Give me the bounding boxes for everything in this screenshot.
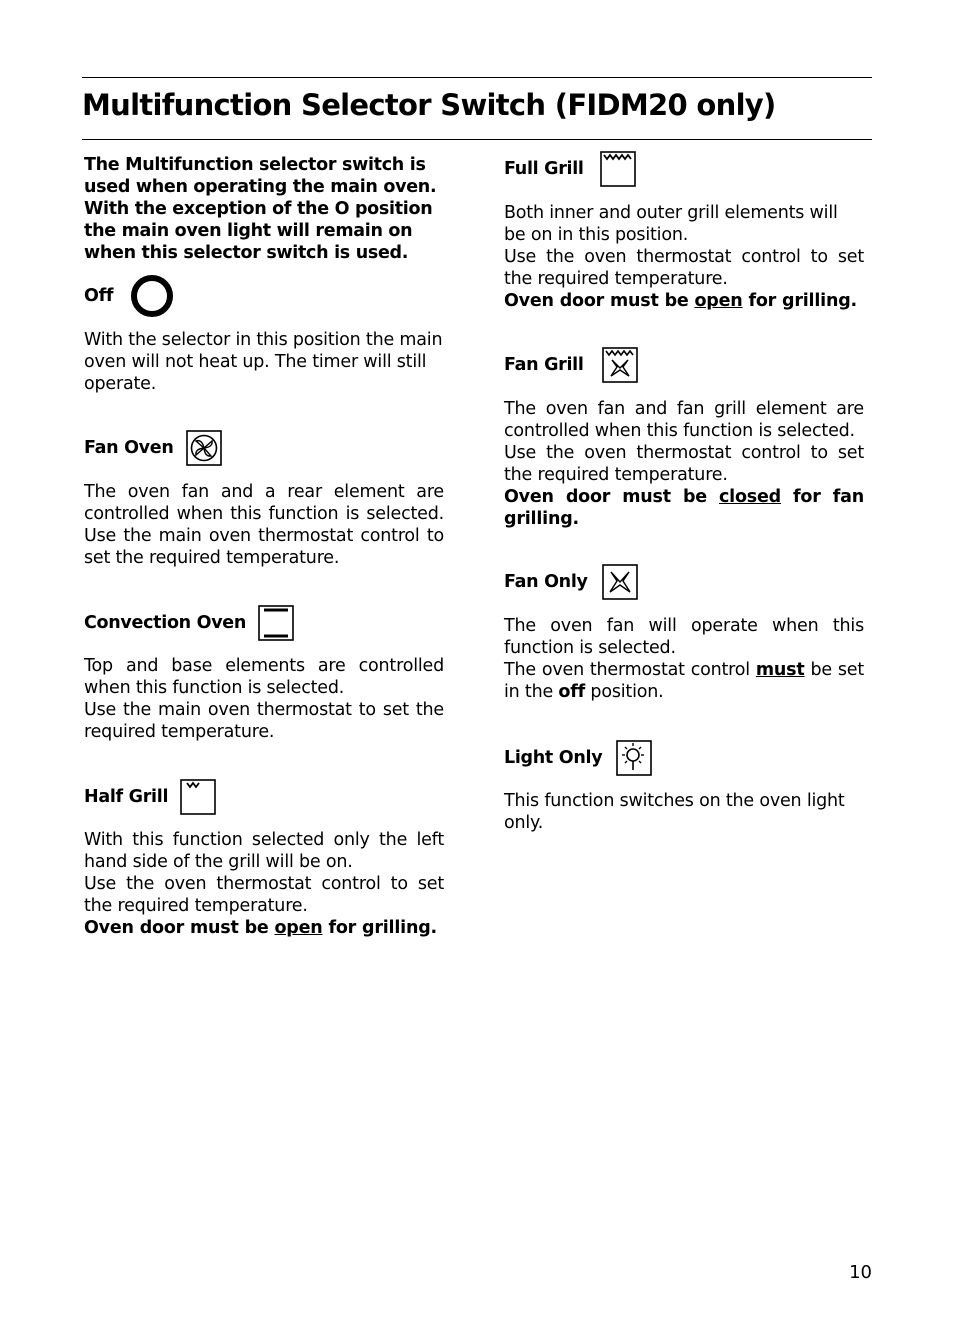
full-grill-warning-open: open bbox=[694, 291, 743, 311]
section-fan-only-body bbox=[504, 615, 864, 703]
full-grill-warning bbox=[504, 290, 864, 312]
fan-only-text-end: position. bbox=[585, 682, 664, 702]
section-full-grill-heading bbox=[504, 149, 864, 189]
fan-only-icon bbox=[602, 564, 638, 600]
off-circle-icon bbox=[129, 273, 175, 319]
fan-only-off: off bbox=[558, 682, 586, 702]
fan-grill-description-1: The oven fan and fan grill element are controlled when this function is selected. bbox=[504, 399, 864, 441]
convection-oven-label: Convection Oven bbox=[84, 613, 247, 633]
section-light-only-heading bbox=[504, 738, 864, 778]
intro-paragraph: The Multifunction selector switch is used when operating the main oven. With the exception of the O position the main oven light will remain on when this selector switch is used. bbox=[84, 155, 437, 263]
full-grill-label: Full Grill bbox=[504, 159, 584, 179]
convection-oven-description-2: Use the main oven thermostat to set the required temperature. bbox=[84, 700, 444, 742]
half-grill-warning-end: for grilling. bbox=[322, 918, 437, 938]
convection-oven-description-1: Top and base elements are controlled when this function is selected. bbox=[84, 656, 444, 698]
section-half-grill-body bbox=[84, 829, 444, 939]
half-grill-label: Half Grill bbox=[84, 787, 169, 807]
fan-grill-label: Fan Grill bbox=[504, 355, 584, 375]
fan-only-description-1: The oven fan will operate when this function is selected. bbox=[504, 616, 864, 658]
light-only-label: Light Only bbox=[504, 748, 603, 768]
off-label: Off bbox=[84, 286, 114, 306]
convection-oven-icon bbox=[258, 605, 294, 641]
section-full-grill-body bbox=[504, 202, 864, 312]
full-grill-warning-end: for grilling. bbox=[742, 291, 857, 311]
half-grill-warning bbox=[84, 917, 444, 939]
fan-oven-label: Fan Oven bbox=[84, 438, 174, 458]
half-grill-warning-text: Oven door must be bbox=[84, 918, 275, 938]
fan-only-must: must bbox=[755, 660, 805, 680]
light-bulb-icon bbox=[616, 740, 652, 776]
off-description: With the selector in this position the main oven will not heat up. The timer will still operate. bbox=[84, 330, 443, 394]
top-rule bbox=[82, 77, 872, 78]
section-off-body bbox=[84, 329, 444, 395]
section-half-grill-heading bbox=[84, 777, 444, 817]
fan-grill-warning-text: Oven door must be bbox=[504, 487, 719, 507]
fan-grill-warning bbox=[504, 486, 864, 530]
page-title: Multifunction Selector Switch (FIDM20 only) bbox=[82, 88, 776, 122]
section-fan-only-heading bbox=[504, 562, 864, 602]
fan-only-description-2 bbox=[504, 659, 864, 703]
full-grill-icon bbox=[600, 151, 636, 187]
section-convection-oven-body bbox=[84, 655, 444, 743]
fan-only-label: Fan Only bbox=[504, 572, 588, 592]
section-fan-oven-body bbox=[84, 481, 444, 569]
full-grill-warning-text: Oven door must be bbox=[504, 291, 695, 311]
title-underline-rule bbox=[82, 139, 872, 140]
section-convection-oven-heading bbox=[84, 603, 444, 643]
fan-oven-description: The oven fan and a rear element are controlled when this function is selected. Use the main oven thermostat control to set the required temperature. bbox=[84, 482, 444, 568]
fan-only-text-start: The oven thermostat control bbox=[504, 660, 756, 680]
half-grill-description-1: With this function selected only the left hand side of the grill will be on. bbox=[84, 830, 444, 872]
full-grill-description-2: Use the oven thermostat control to set the required temperature. bbox=[504, 247, 864, 289]
half-grill-icon bbox=[180, 779, 216, 815]
half-grill-warning-open: open bbox=[274, 918, 323, 938]
fan-grill-icon bbox=[602, 347, 638, 383]
fan-grill-description-2: Use the oven thermostat control to set the required temperature. bbox=[504, 443, 864, 485]
full-grill-description-1: Both inner and outer grill elements will be on in this position. bbox=[504, 203, 838, 245]
fan-grill-warning-closed: closed bbox=[718, 487, 781, 507]
fan-oven-icon bbox=[186, 430, 222, 466]
page-number: 10 bbox=[849, 1262, 872, 1283]
section-light-only-body bbox=[504, 790, 864, 834]
light-only-description: This function switches on the oven light only. bbox=[504, 791, 845, 833]
section-off-heading bbox=[84, 276, 444, 316]
section-fan-grill-heading bbox=[504, 345, 864, 385]
section-fan-grill-body bbox=[504, 398, 864, 530]
section-fan-oven-heading bbox=[84, 428, 444, 468]
fan-only-text-mid: be set in the bbox=[504, 660, 864, 702]
half-grill-description-2: Use the oven thermostat control to set the required temperature. bbox=[84, 874, 444, 916]
fan-grill-warning-end: for fan grilling. bbox=[504, 487, 864, 529]
